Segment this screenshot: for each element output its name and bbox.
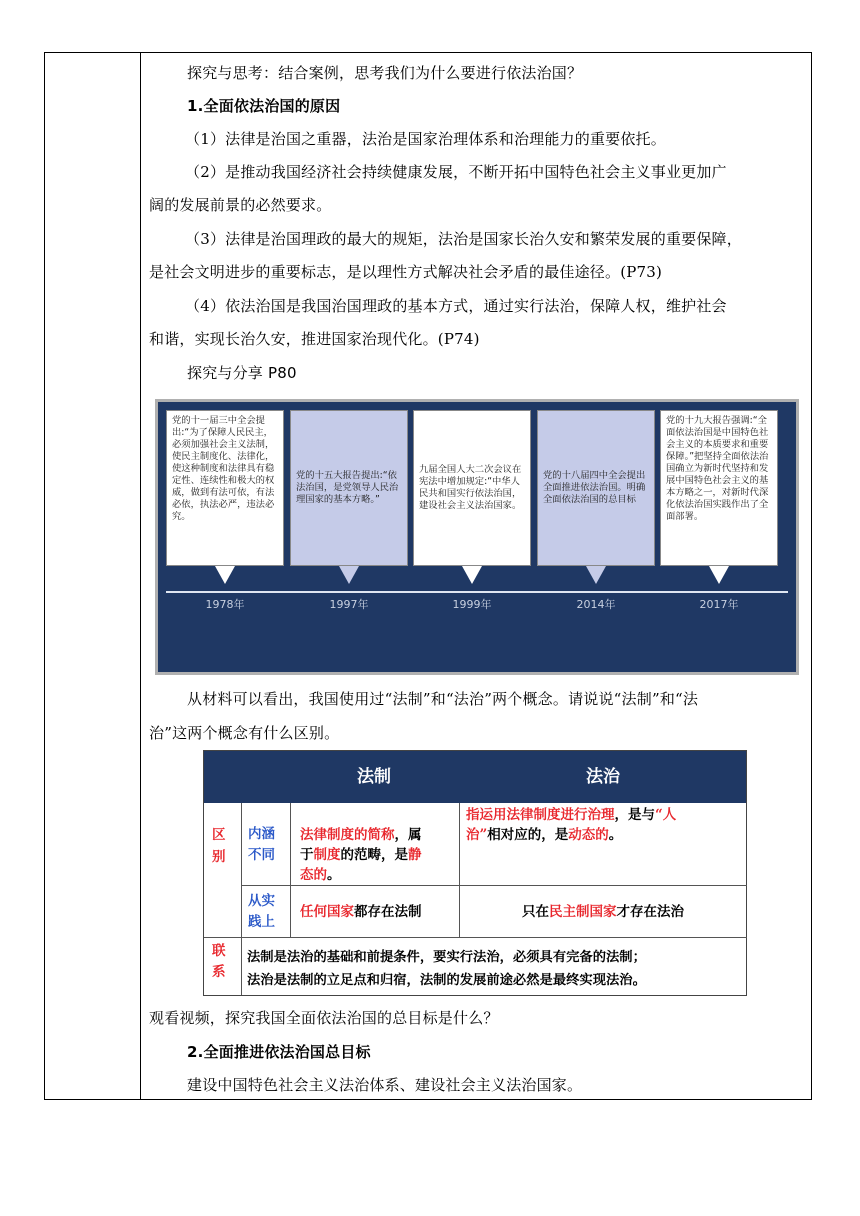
text: 只在 [522, 904, 549, 920]
text: 于 [300, 847, 314, 863]
timeline-pointer [462, 566, 482, 584]
timeline-year: 2017年 [699, 598, 739, 611]
sub-label-connotation: 内涵不同 [248, 826, 275, 863]
text: ，是与 [614, 807, 655, 823]
text: 。 [608, 827, 623, 843]
text-red: “人 [655, 807, 677, 823]
practice-fazhi-rule [459, 902, 747, 922]
intro-question: 探究与思考：结合案例，思考我们为什么要进行依法治国？ [187, 64, 583, 82]
sub-label-practice: 从实践上 [248, 893, 275, 930]
timeline-figure [158, 402, 796, 672]
connection-line2: 法治是法制的立足点和归宿，法制的发展前途必然是最终实现法治。 [247, 973, 646, 988]
text-red: 民主制国家 [549, 904, 617, 920]
goal-text: 建设中国特色社会主义法治体系、建设社会主义法治国家。 [187, 1076, 583, 1094]
header-fazhi-rule: 法治 [586, 767, 620, 787]
timeline-box-1997 [290, 410, 408, 566]
timeline-pointer [709, 566, 729, 584]
question-line2: 治”这两个概念有什么区别。 [149, 724, 340, 742]
text-red: 动态的 [568, 827, 609, 843]
reason-3-line1: （3）法律是治国理政的最大的规矩，法治是国家长治久安和繁荣发展的重要保障， [185, 230, 742, 248]
reason-4-line1: （4）依法治国是我国治国理政的基本方式，通过实行法治，保障人权，维护社会 [185, 297, 727, 315]
connotation-fazhi-system [300, 825, 452, 885]
text-red: 指运用法律制度进行治理 [466, 807, 615, 823]
reason-2-line1: （2）是推动我国经济社会持续健康发展，不断开拓中国特色社会主义事业更加广 [185, 163, 727, 181]
text: ，属 [394, 827, 422, 843]
grid-line [241, 937, 242, 995]
text-red: 静 [408, 847, 422, 863]
reason-1: （1）法律是治国之重器，法治是国家治理体系和治理能力的重要依托。 [185, 130, 666, 148]
grid-line [241, 885, 747, 886]
reason-4-line2: 和谐，实现长治久安，推进国家治现代化。(P74) [149, 330, 480, 348]
heading-goal: 2.全面推进依法治国总目标 [187, 1043, 371, 1061]
grid-line [204, 937, 747, 938]
share-label: 探究与分享 P80 [187, 364, 297, 382]
timeline-box-2017: 党的十九大报告强调:“全面依法治国是中国特色社会主义的本质要求和重要保障。”把坚持全面依法治国确立为新时代坚持和发展中国特色社会主义的基本方略之一，对新时代深化依法治国实践作出了全面部署。 [660, 410, 778, 566]
practice-fazhi-system [300, 902, 456, 922]
question-line1: 从材料可以看出，我国使用过“法制”和“法治”两个概念。请说说“法制”和“法 [187, 690, 699, 708]
connection-line1: 法制是法治的基础和前提条件，要实行法治，必须具有完备的法制； [247, 950, 646, 965]
timeline-text-1999: 九届全国人大二次会议在宪法中增加规定:“中华人民共和国实行依法治国，建设社会主义法治国家。 [419, 464, 522, 511]
text: 都存在法制 [354, 904, 422, 920]
text: 才存在法治 [616, 904, 684, 920]
timeline-year: 1999年 [452, 598, 492, 611]
timeline-year: 1978年 [205, 598, 245, 611]
timeline-box-2014 [537, 410, 655, 566]
text-red: 态的 [300, 867, 327, 883]
timeline-text-1997: 党的十五大报告提出:“依法治国，是党领导人民治理国家的基本方略。” [296, 470, 399, 505]
timeline-year: 1997年 [329, 598, 369, 611]
comparison-table [203, 750, 747, 996]
grid-line [241, 803, 242, 937]
text-red: 任何国家 [300, 904, 354, 920]
timeline-axis [166, 591, 788, 593]
text-red: 制度 [313, 847, 341, 863]
reason-3-line2: 是社会文明进步的重要标志，是以理性方式解决社会矛盾的最佳途径。(P73) [149, 263, 663, 281]
timeline-pointer [339, 566, 359, 584]
text: 相对应的，是 [487, 827, 569, 843]
timeline-text-2014: 党的十八届四中全会提出全面推进依法治国。明确全面依法治国的总目标 [543, 470, 646, 505]
timeline-pointer [586, 566, 606, 584]
comparison-header [204, 751, 746, 803]
reason-2-line2: 阔的发展前景的必然要求。 [149, 196, 332, 214]
header-fazhi-system: 法制 [357, 767, 391, 787]
row-label-connection: 联系 [212, 943, 226, 980]
text: 。 [327, 867, 341, 883]
timeline-pointer [215, 566, 235, 584]
connection-text [247, 946, 747, 992]
row-label-difference: 区别 [212, 827, 226, 865]
heading-reasons: 1.全面依法治国的原因 [187, 97, 341, 115]
text-red: 治” [466, 827, 488, 843]
text: 的范畴，是 [340, 847, 408, 863]
timeline-box-1978: 党的十一届三中全会提出:“为了保障人民民主，必须加强社会主义法制，使民主制度化、法律化，使这种制度和法律具有稳定性、连续性和极大的权威，做到有法可依，有法必依，执法必严，违法必究。 [166, 410, 284, 566]
connotation-fazhi-rule [466, 805, 744, 845]
timeline-box-1999 [413, 410, 531, 566]
text-red: 法律制度的简称 [300, 827, 395, 843]
grid-line [290, 803, 291, 937]
video-question: 观看视频，探究我国全面依法治国的总目标是什么？ [149, 1009, 499, 1027]
timeline-year: 2014年 [576, 598, 616, 611]
